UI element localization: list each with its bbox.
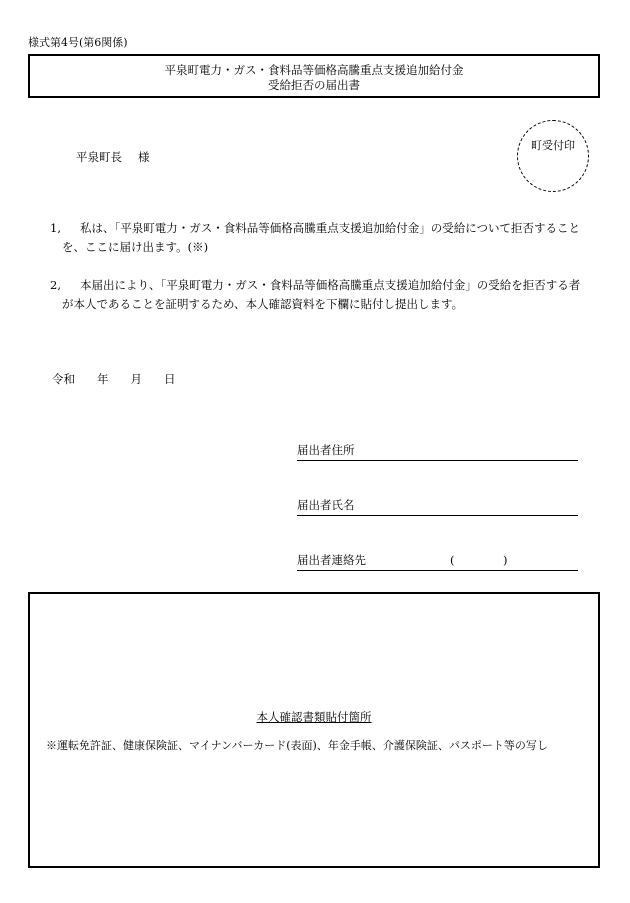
date-line xyxy=(52,373,198,387)
title-box xyxy=(28,54,600,98)
contact-label: 届出者連絡先 xyxy=(297,553,366,567)
date-era: 令和 xyxy=(52,372,75,386)
id-document-attachment-box xyxy=(28,592,600,868)
paragraph-1-text: 私は、「平泉町電力・ガス・食料品等価格高騰重点支援追加給付金」の受給について拒否することを、ここに届け出ます。(※) xyxy=(62,221,581,254)
addressee xyxy=(76,151,150,165)
address-field[interactable] xyxy=(297,444,578,461)
date-month: 月 xyxy=(130,372,142,386)
date-day: 日 xyxy=(164,372,176,386)
form-number: 様式第4号(第6関係) xyxy=(28,36,128,49)
addressee-name: 平泉町長 xyxy=(76,150,122,164)
stamp-label: 町受付印 xyxy=(531,139,575,152)
addressee-honorific: 様 xyxy=(138,150,150,164)
reception-stamp-circle xyxy=(517,120,589,192)
contact-paren-open: ( xyxy=(450,553,455,567)
paragraph-2-number: 2, xyxy=(50,278,61,292)
date-year: 年 xyxy=(97,372,109,386)
paragraph-1-number: 1, xyxy=(50,221,61,235)
document-subtitle: 受給拒否の届出書 xyxy=(268,78,360,92)
contact-field[interactable] xyxy=(297,554,578,571)
contact-paren-close: ) xyxy=(503,553,508,567)
attachment-title: 本人確認書類貼付箇所 xyxy=(256,710,372,724)
name-label: 届出者氏名 xyxy=(297,498,355,512)
address-label: 届出者住所 xyxy=(297,443,355,457)
attachment-note: ※運転免許証、健康保険証、マイナンバーカード(表面)、年金手帳、介護保険証、パスポート等の写し xyxy=(46,739,548,752)
paragraph-2-text: 本届出により、「平泉町電力・ガス・食料品等価格高騰重点支援追加給付金」の受給を拒否する者が本人であることを証明するため、本人確認資料を下欄に貼付し提出します。 xyxy=(62,278,581,311)
document-title: 平泉町電力・ガス・食料品等価格高騰重点支援追加給付金 xyxy=(164,63,464,77)
name-field[interactable] xyxy=(297,499,578,516)
